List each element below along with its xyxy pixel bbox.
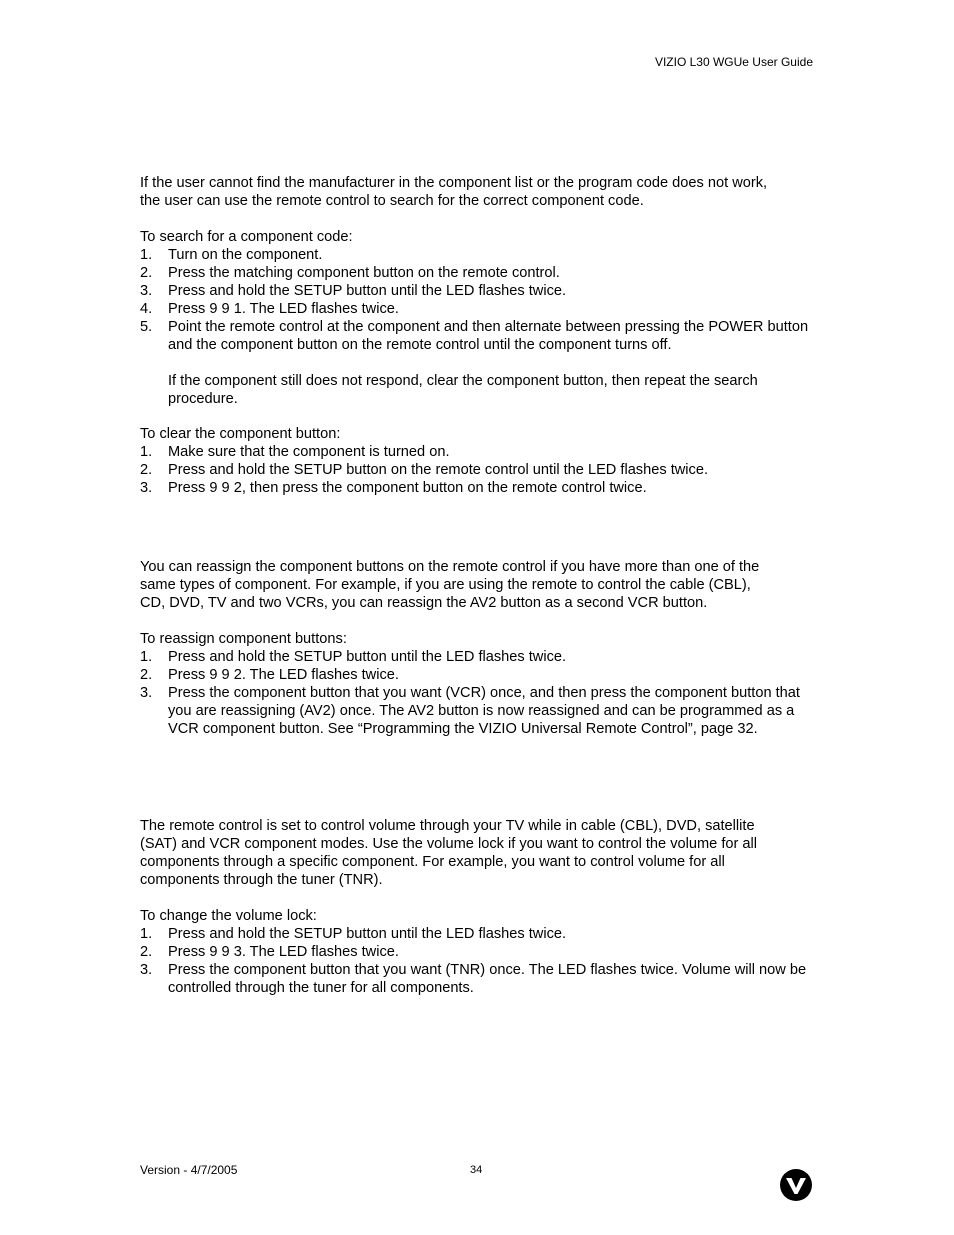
list-item [140,925,820,943]
list-item [140,443,820,461]
step-text: Make sure that the component is turned on. [168,444,450,460]
reassign-heading: To reassign component buttons: [140,631,347,647]
step-number: 1. [140,444,153,460]
step-text: Press and hold the SETUP button on the remote control until the LED flashes twice. [168,462,708,478]
search-intro-line-1: If the user cannot find the manufacturer in the component list or the program code does not work, [140,175,768,191]
step-number: 3. [140,962,153,978]
step-text: Press the component button that you want (VCR) once, and then press the component button that you are reassigning (AV2) once. The AV2 button is now reassigned and can be programmed as a VCR component button. See “Programming the VIZIO Universal Remote Control”, page 32. [168,685,800,737]
volume-intro-line-1: The remote control is set to control volume through your TV while in cable (CBL), DVD, satellite [140,818,755,834]
list-item [140,648,820,666]
step-number: 2. [140,265,153,281]
step-number: 3. [140,283,153,299]
step-number: 3. [140,685,153,701]
step-number: 4. [140,301,153,317]
clear-section [140,425,820,497]
search-intro-line-2: the user can use the remote control to search for the correct component code. [140,193,644,209]
list-item [140,943,820,961]
list-item [140,246,820,264]
step-number: 1. [140,649,153,665]
step-text: Press the component button that you want (TNR) once. The LED flashes twice. Volume will now be controlled through the tuner for all components. [168,962,807,996]
search-note: If the component still does not respond, clear the component button, then repeat the search procedure. [168,373,758,407]
reassign-steps [140,648,820,738]
step-number: 2. [140,944,153,960]
reassign-intro-line-1: You can reassign the component buttons on the remote control if you have more than one of the [140,559,760,575]
list-item [140,282,820,300]
step-number: 1. [140,926,153,942]
list-item [140,684,820,738]
page-number: 34 [470,1164,483,1176]
list-item [140,264,820,282]
step-text: Press and hold the SETUP button until the LED flashes twice. [168,649,567,665]
search-heading: To search for a component code: [140,229,353,245]
volume-heading: To change the volume lock: [140,908,317,924]
list-item [140,300,820,318]
volume-section [140,817,820,997]
volume-intro-line-2: (SAT) and VCR component modes. Use the volume lock if you want to control the volume for all [140,836,757,852]
step-number: 2. [140,667,153,683]
step-number: 2. [140,462,153,478]
header-title: VIZIO L30 WGUe User Guide [654,55,813,69]
step-text: Turn on the component. [168,247,323,263]
list-item [140,479,820,497]
footer-version: Version - 4/7/2005 [140,1163,238,1177]
step-number: 3. [140,480,153,496]
reassign-intro-line-3: CD, DVD, TV and two VCRs, you can reassign the AV2 button as a second VCR button. [140,595,708,611]
step-text: Point the remote control at the component and then alternate between pressing the POWER button and the component button on the remote control until the component turns off. [168,319,809,353]
volume-intro-line-3: components through a specific component. For example, you want to control volume for all [140,854,725,870]
step-text: Press 9 9 3. The LED flashes twice. [168,944,399,960]
list-item [140,461,820,479]
reassign-section [140,558,820,738]
step-number: 5. [140,319,153,335]
list-item [140,961,820,997]
volume-intro-line-4: components through the tuner (TNR). [140,872,383,888]
search-steps [140,246,820,354]
step-number: 1. [140,247,153,263]
list-item [140,666,820,684]
clear-steps [140,443,820,497]
volume-steps [140,925,820,997]
search-section [140,174,820,408]
step-text: Press and hold the SETUP button until the LED flashes twice. [168,926,567,942]
list-item [140,318,820,354]
clear-heading: To clear the component button: [140,426,341,442]
step-text: Press 9 9 1. The LED flashes twice. [168,301,399,317]
reassign-intro-line-2: same types of component. For example, if you are using the remote to control the cable (CBL), [140,577,751,593]
step-text: Press 9 9 2. The LED flashes twice. [168,667,399,683]
step-text: Press the matching component button on the remote control. [168,265,560,281]
step-text: Press 9 9 2, then press the component button on the remote control twice. [168,480,647,496]
vizio-v-logo-icon [780,1169,812,1201]
step-text: Press and hold the SETUP button until the LED flashes twice. [168,283,567,299]
